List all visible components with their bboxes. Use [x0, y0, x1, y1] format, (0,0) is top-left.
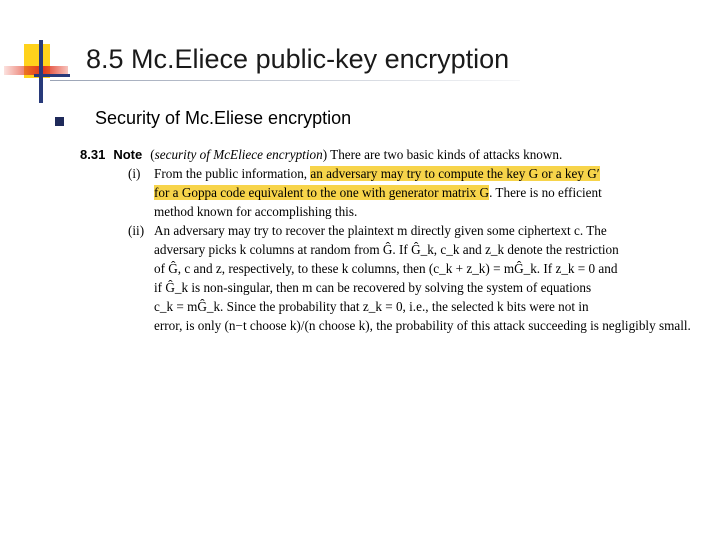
item-line: An adversary may try to recover the plaintext m directly given some ciphertext c. The: [154, 223, 607, 238]
note-heading-italic: security of McEliece encryption: [154, 147, 323, 162]
bullet-text: Security of Mc.Eliese encryption: [95, 108, 352, 128]
highlighted-text: for a Goppa code equivalent to the one with generator matrix G: [154, 185, 490, 200]
item-label: (ii): [128, 223, 145, 238]
item-line: method known for accomplishing this.: [154, 204, 358, 219]
item-line: if Ĝ_k is non-singular, then m can be recovered by solving the system of equations: [154, 280, 592, 295]
item-line: From the public information, an adversary may try to compute the key G or a key G′: [154, 166, 600, 181]
item-line: error, is only (n−t choose k)/(n choose k), the probability of this attack succeeding is negligibly small.: [154, 318, 691, 333]
logo-vertical-line: [39, 40, 43, 103]
title-divider: [50, 80, 520, 81]
note-number: 8.31: [80, 147, 106, 162]
note-header: [80, 145, 562, 164]
corner-logo: [0, 0, 70, 110]
square-bullet-icon: [55, 117, 64, 126]
item-line: adversary picks k columns at random from Ĝ. If Ĝ_k, c_k and z_k denote the restriction: [154, 242, 619, 257]
slide-title: 8.5 Mc.Eliece public-key encryption: [86, 44, 510, 74]
logo-horizontal-line: [34, 74, 70, 77]
item-line: of Ĝ, c and z, respectively, to these k columns, then (c_k + z_k) = mĜ_k. If z_k = 0 and: [154, 261, 618, 276]
item-line: for a Goppa code equivalent to the one with generator matrix G. There is no efficient: [154, 185, 602, 200]
item-body: [154, 164, 652, 221]
item-line: c_k = mĜ_k. Since the probability that z_k = 0, i.e., the selected k bits were not in: [154, 299, 589, 314]
item-label: (i): [128, 166, 141, 181]
note-label: Note: [113, 147, 143, 162]
note-heading: (security of McEliece encryption) There are two basic kinds of attacks known.: [150, 147, 563, 162]
item-body: [154, 221, 691, 335]
highlighted-text: an adversary may try to compute the key G or a key G′: [310, 166, 600, 181]
